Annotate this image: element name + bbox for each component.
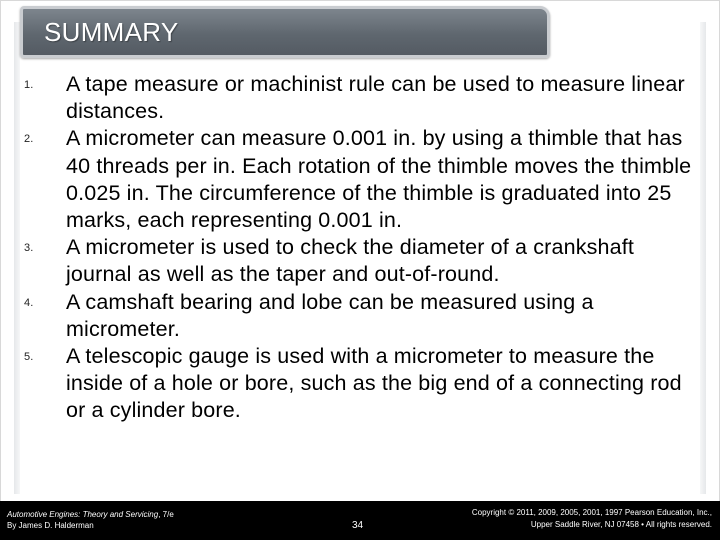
item-number: 5. xyxy=(24,351,34,364)
slide-title: SUMMARY xyxy=(44,17,179,47)
footer-copyright-line-1: Copyright © 2011, 2009, 2005, 2001, 1997 Pearson Education, Inc., xyxy=(471,508,712,517)
summary-item-3 xyxy=(20,234,700,288)
right-rail-decoration xyxy=(700,22,706,494)
footer-book-title: Automotive Engines: Theory and Servicing xyxy=(7,510,159,519)
footer-page-number: 34 xyxy=(352,520,364,531)
summary-list xyxy=(20,71,700,425)
title-bar xyxy=(20,6,550,58)
item-text: A tape measure or machinist rule can be used to measure linear distances. xyxy=(66,72,685,124)
summary-item-5 xyxy=(20,343,700,425)
summary-item-1 xyxy=(20,71,700,125)
item-text: A camshaft bearing and lobe can be measured using a micrometer. xyxy=(66,289,594,341)
footer-copyright xyxy=(472,507,712,531)
summary-item-2 xyxy=(20,125,700,234)
item-number: 2. xyxy=(24,133,34,146)
item-number: 3. xyxy=(24,242,34,255)
item-number: 1. xyxy=(24,79,34,91)
item-text: A telescopic gauge is used with a micrometer to measure the inside of a hole or bore, such as the big end of a connecting rod or a cylinder bore. xyxy=(66,344,682,423)
item-text: A micrometer can measure 0.001 in. by using a thimble that has 40 threads per in. Each rotation of the thimble moves the thimble 0.025 in. The circumference of the thimble is graduated into 25 marks, each representing 0.001 in. xyxy=(66,126,692,233)
footer-bar xyxy=(0,501,720,540)
item-number: 4. xyxy=(24,296,34,309)
footer-edition: , 7/e xyxy=(158,510,174,519)
footer-author: By James D. Halderman xyxy=(7,521,94,530)
summary-item-4 xyxy=(20,289,700,343)
footer-book-info xyxy=(7,509,174,531)
item-text: A micrometer is used to check the diameter of a crankshaft journal as well as the taper and out-of-round. xyxy=(66,235,634,287)
footer-copyright-line-2: Upper Saddle River, NJ 07458 • All rights reserved. xyxy=(530,520,712,529)
